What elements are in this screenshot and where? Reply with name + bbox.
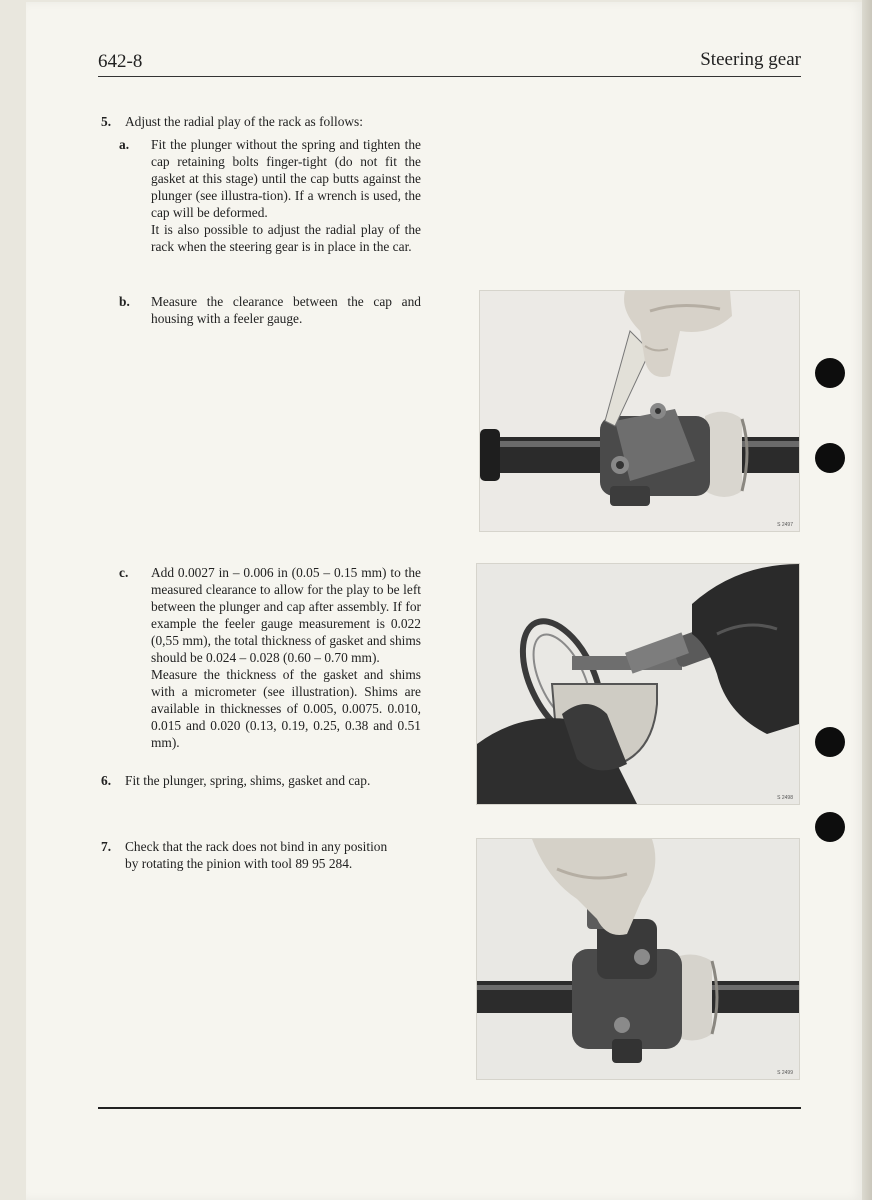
pinion-tool-illustration — [477, 839, 799, 1079]
binder-hole — [815, 812, 845, 842]
step-text — [125, 838, 387, 872]
header-rule — [98, 76, 801, 77]
photo-pinion-tool — [476, 838, 800, 1080]
binder-hole — [815, 443, 845, 473]
photo-code: S 2498 — [777, 795, 793, 801]
step-number: 5. — [101, 114, 112, 129]
micrometer-illustration — [477, 564, 799, 804]
substep-label: c. — [119, 565, 129, 580]
photo-code: S 2497 — [777, 522, 793, 528]
step-text: Adjust the radial play of the rack as follows: — [125, 114, 363, 129]
substep-label: b. — [119, 294, 130, 309]
paragraph: Measure the clearance between the cap and housing with a feeler gauge. — [151, 294, 421, 326]
photo-code: S 2499 — [777, 1070, 793, 1076]
step-number: 6. — [101, 773, 112, 788]
paragraph: Fit the plunger without the spring and tighten the cap retaining bolts finger-tight (do not fit the gasket at this stage) until the cap butts against the plunger (see illustra-tion). If a wrench is used, the cap will be deformed. — [151, 137, 421, 220]
page-number: 642-8 — [98, 51, 143, 72]
photo-micrometer — [476, 563, 800, 805]
substep-body — [151, 293, 421, 327]
binder-hole — [815, 358, 845, 388]
substep-label: a. — [119, 137, 130, 152]
paragraph: It is also possible to adjust the radial play of the rack when the steering gear is in place in the car. — [151, 222, 421, 254]
page-edge — [862, 0, 872, 1200]
step-text-line: Check that the rack does not bind in any position — [125, 839, 388, 854]
paragraph: Measure the thickness of the gasket and shims with a micrometer (see illustration). Shims are available in thicknesses of 0.005, 0.0075. 0.010, 0.015 and 0.020 (0.13, 0.19, 0.25, 0.38 and 0.51 mm). — [151, 667, 421, 750]
step-text: Fit the plunger, spring, shims, gasket and cap. — [125, 773, 371, 788]
paragraph: Add 0.0027 in – 0.006 in (0.05 – 0.15 mm) to the measured clearance to allow for the play to be left between the plunger and cap after assembly. If for example the feeler gauge measurement is 0.022 (0,55 mm), the total thickness of gasket and shims should be 0.024 – 0.028 (0.60 – 0.70 mm). — [151, 565, 421, 665]
section-title: Steering gear — [700, 49, 801, 70]
substep-body — [151, 564, 421, 751]
step-number: 7. — [101, 839, 112, 854]
photo-feeler-gauge — [479, 290, 800, 532]
step-text-line: by rotating the pinion with tool 89 95 284. — [125, 856, 353, 871]
footer-rule — [98, 1107, 801, 1109]
binder-hole — [815, 727, 845, 757]
feeler-gauge-illustration — [480, 291, 799, 531]
substep-body — [151, 136, 421, 255]
